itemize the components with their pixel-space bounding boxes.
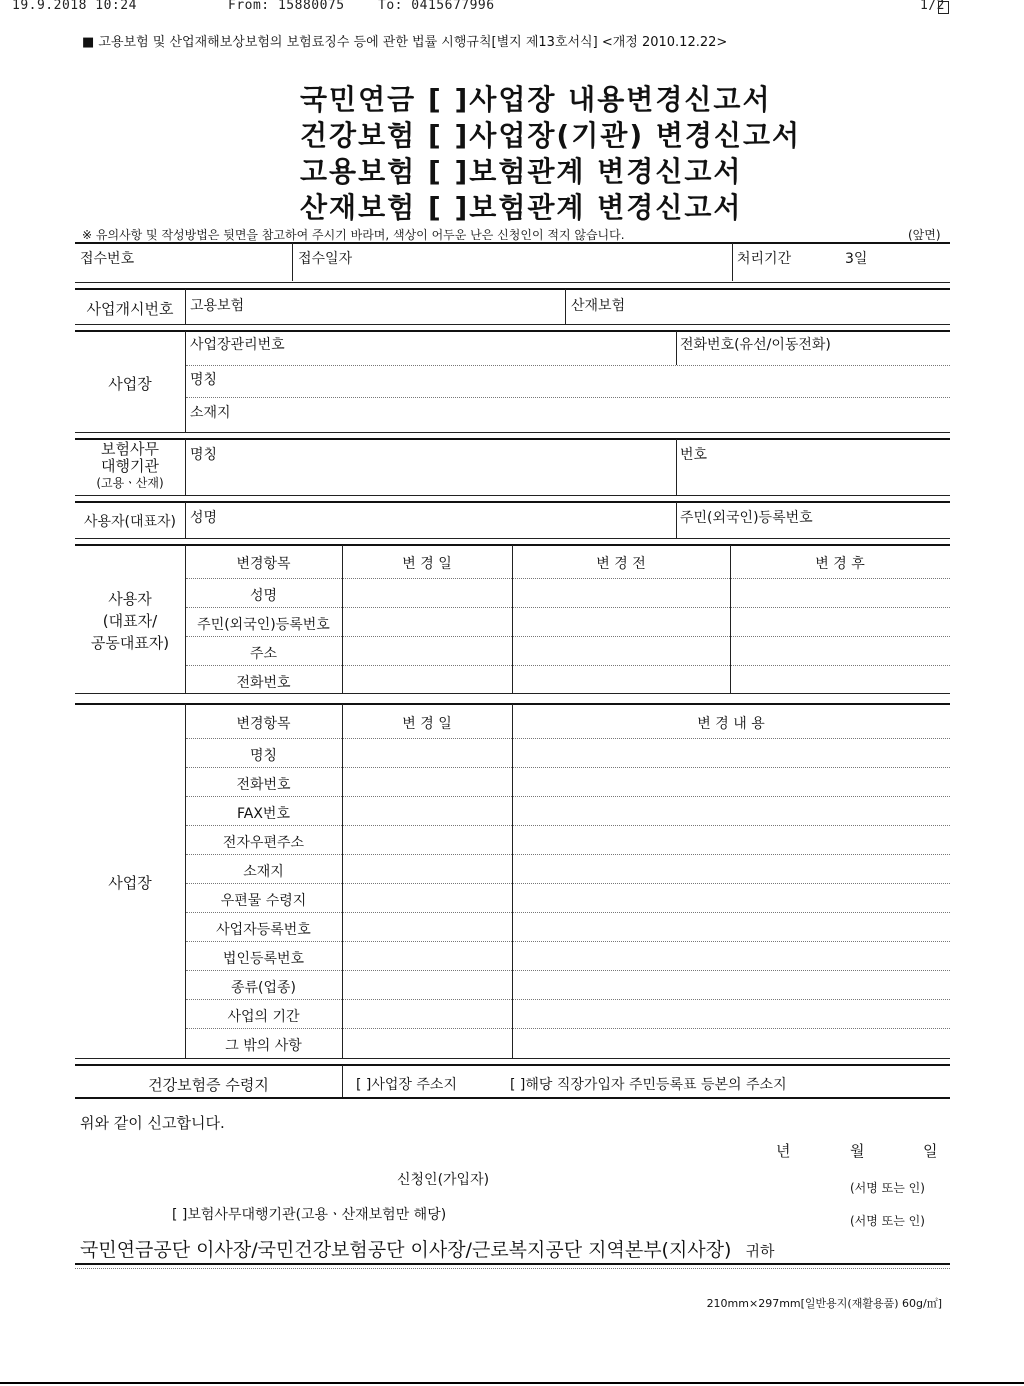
employer-item-rrn: 주민(외국인)등록번호 xyxy=(197,617,330,633)
rule xyxy=(75,693,950,694)
rule xyxy=(75,282,950,283)
rule xyxy=(186,767,950,768)
agency-number-field[interactable]: 번호 xyxy=(680,447,708,463)
divider xyxy=(676,331,677,365)
rule xyxy=(186,970,950,971)
divider xyxy=(676,439,677,495)
rule xyxy=(186,1028,950,1029)
agency-sign-label[interactable]: (서명 또는 인) xyxy=(850,1214,925,1228)
rule xyxy=(186,665,950,666)
divider xyxy=(342,704,343,1058)
employer-header-item: 변경항목 xyxy=(236,556,291,572)
divider xyxy=(676,502,677,538)
divider xyxy=(292,243,293,281)
workplace-item-phone: 전화번호 xyxy=(236,777,291,793)
declaration-text: 위와 같이 신고합니다. xyxy=(80,1114,225,1132)
workplace-item-other: 그 밖의 사항 xyxy=(225,1038,302,1054)
rule xyxy=(75,1064,950,1066)
instruction-note: ※ 유의사항 및 작성방법은 뒷면을 참고하여 주시기 바라며, 색상이 어두운 난은 신청인이 적지 않습니다. xyxy=(82,228,625,242)
workplace-item-fax: FAX번호 xyxy=(237,806,290,822)
divider xyxy=(185,439,186,495)
authority-text: 국민연금공단 이사장/국민건강보험공단 이사장/근로복지공단 지역본부(지사장) xyxy=(80,1239,732,1261)
workplace-name-field[interactable]: 명칭 xyxy=(190,372,218,388)
agency-label-line1: 보험사무 xyxy=(101,440,159,458)
rule xyxy=(75,438,950,440)
workplace-item-address: 소재지 xyxy=(243,864,284,880)
rule xyxy=(186,912,950,913)
agency-sign-text: [ ]보험사무대행기관(고용ㆍ산재보험만 해당) xyxy=(172,1207,447,1223)
rule xyxy=(186,607,950,608)
applicant-sign-label[interactable]: (서명 또는 인) xyxy=(850,1181,925,1195)
rule xyxy=(75,1268,950,1269)
title-industrial: 산재보험 [ ]보험관계 변경신고서 xyxy=(300,191,743,224)
paper-spec: 210mm×297mm[일반용지(재활용품) 60g/㎡] xyxy=(706,1297,942,1310)
employer-item-address: 주소 xyxy=(249,646,278,662)
rule xyxy=(186,738,950,739)
fax-page: 1/2 xyxy=(920,0,945,13)
start-number-label: 사업개시번호 xyxy=(86,300,174,318)
rule xyxy=(75,330,950,332)
workplace-item-mailing: 우편물 수령지 xyxy=(220,893,307,909)
title-pension: 국민연금 [ ]사업장 내용변경신고서 xyxy=(300,83,772,116)
divider xyxy=(565,289,566,324)
agency-section-label xyxy=(75,441,185,492)
start-employment-field[interactable]: 고용보험 xyxy=(190,298,245,314)
receipt-date-label: 접수일자 xyxy=(298,251,353,267)
workplace-change-label: 사업장 xyxy=(108,874,152,892)
workplace-item-email: 전자우편주소 xyxy=(222,835,305,851)
rule xyxy=(186,854,950,855)
date-year-label: 년 xyxy=(776,1142,791,1160)
rule xyxy=(186,636,950,637)
employer-change-label-line3: 공동대표자) xyxy=(90,634,170,652)
rule xyxy=(75,324,950,325)
health-card-option-residence[interactable]: [ ]해당 직장가입자 주민등록표 등본의 주소지 xyxy=(510,1077,787,1093)
applicant-label: 신청인(가입자) xyxy=(397,1172,490,1188)
workplace-header-content: 변 경 내 용 xyxy=(697,716,765,732)
workplace-item-name: 명칭 xyxy=(249,748,278,764)
employer-header-date: 변 경 일 xyxy=(402,556,452,572)
rule xyxy=(186,999,950,1000)
processing-period-value: 3일 xyxy=(845,251,868,267)
workplace-item-period: 사업의 기간 xyxy=(227,1009,300,1025)
workplace-item-industry: 종류(업종) xyxy=(230,980,297,996)
fax-datetime: 19.9.2018 10:24 xyxy=(12,0,137,13)
rule xyxy=(75,288,950,290)
legal-basis: ■ 고용보험 및 산업재해보상보험의 보험료징수 등에 관한 법률 시행규칙[별지 제13호서식] <개정 2010.12.22> xyxy=(82,35,728,50)
rule xyxy=(186,578,950,579)
divider xyxy=(342,1065,343,1097)
health-card-option-workplace[interactable]: [ ]사업장 주소지 xyxy=(356,1077,457,1093)
workplace-address-field[interactable]: 소재지 xyxy=(190,405,231,421)
rule xyxy=(186,796,950,797)
agency-label-line2: 대행기관 xyxy=(101,457,159,475)
authority-suffix: 귀하 xyxy=(745,1242,775,1260)
divider xyxy=(512,704,513,1058)
processing-period-label: 처리기간 xyxy=(737,251,792,267)
workplace-item-corpreg: 법인등록번호 xyxy=(222,951,305,967)
rule xyxy=(75,1097,950,1099)
title-health: 건강보험 [ ]사업장(기관) 변경신고서 xyxy=(300,119,802,152)
workplace-header-item: 변경항목 xyxy=(236,716,291,732)
rule xyxy=(186,825,950,826)
rule xyxy=(186,397,950,398)
date-month-label: 월 xyxy=(850,1142,865,1160)
rule xyxy=(75,501,950,503)
divider xyxy=(185,502,186,538)
workplace-header-date: 변 경 일 xyxy=(402,716,452,732)
employer-name-field[interactable]: 성명 xyxy=(190,510,218,526)
employer-item-name: 성명 xyxy=(249,588,278,604)
rule xyxy=(186,883,950,884)
employer-header-before: 변 경 전 xyxy=(596,556,646,572)
employer-change-label xyxy=(75,588,185,654)
workplace-item-bizreg: 사업자등록번호 xyxy=(216,922,311,938)
fax-to: To: 0415677996 xyxy=(378,0,495,13)
divider xyxy=(185,331,186,432)
receipt-number-label: 접수번호 xyxy=(80,251,135,267)
workplace-mgmt-no-field[interactable]: 사업장관리번호 xyxy=(190,337,285,353)
rule xyxy=(75,1058,950,1059)
start-industrial-field[interactable]: 산재보험 xyxy=(571,298,626,314)
date-day-label: 일 xyxy=(923,1142,938,1160)
fax-from: From: 15880075 xyxy=(228,0,345,13)
agency-name-field[interactable]: 명칭 xyxy=(190,447,218,463)
rule xyxy=(75,432,950,433)
rule xyxy=(75,495,950,496)
authority-addressee xyxy=(80,1235,774,1262)
employer-section-label: 사용자(대표자) xyxy=(83,514,177,530)
workplace-section-label: 사업장 xyxy=(108,375,152,393)
agency-label-line3: (고용ㆍ산재) xyxy=(96,476,164,490)
employer-change-label-line1: 사용자 xyxy=(108,590,152,608)
divider xyxy=(732,243,733,281)
employer-header-after: 변 경 후 xyxy=(815,556,865,572)
employer-change-label-line2: (대표자/ xyxy=(102,612,158,630)
health-card-label: 건강보험증 수령지 xyxy=(148,1076,269,1094)
employer-item-phone: 전화번호 xyxy=(236,675,291,691)
rule xyxy=(75,242,950,244)
rule xyxy=(186,941,950,942)
front-label: (앞면) xyxy=(908,228,941,242)
rule xyxy=(186,365,950,366)
employer-rrn-field[interactable]: 주민(외국인)등록번호 xyxy=(680,510,813,526)
divider xyxy=(185,289,186,324)
rule xyxy=(75,538,950,539)
workplace-phone-field[interactable]: 전화번호(유선/이동전화) xyxy=(680,337,831,353)
page-edge xyxy=(0,1382,1024,1384)
rule xyxy=(75,1263,950,1265)
title-employment: 고용보험 [ ]보험관계 변경신고서 xyxy=(300,155,743,188)
